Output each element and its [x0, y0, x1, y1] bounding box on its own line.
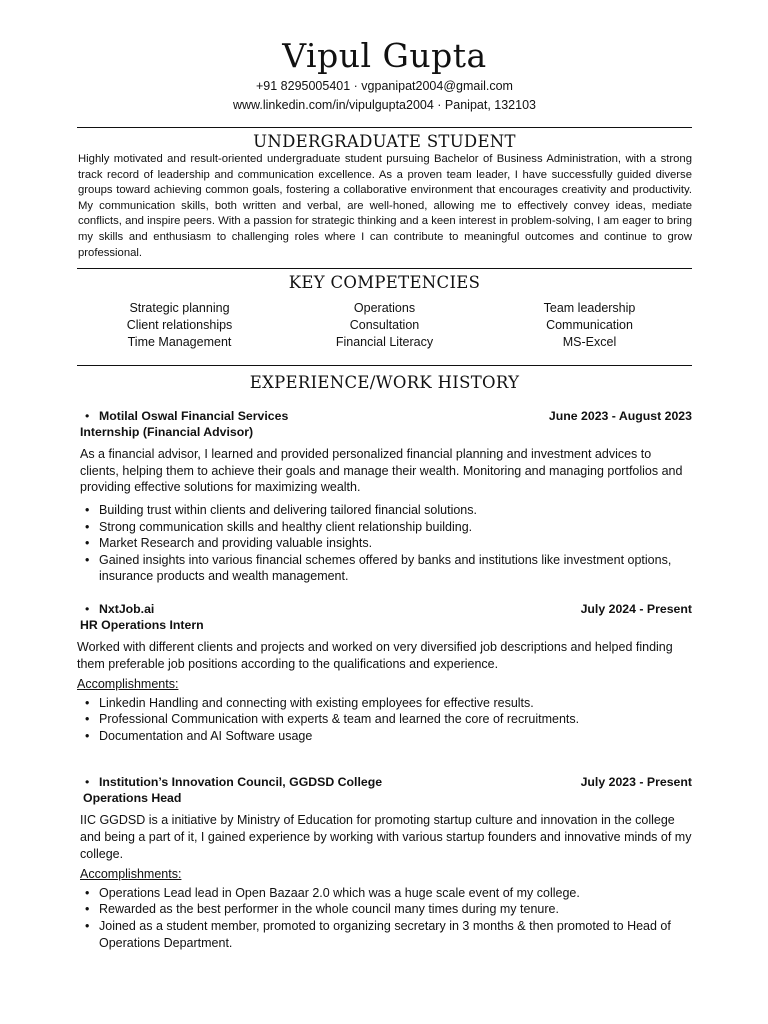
competencies-grid [77, 300, 692, 351]
list-item: • Strong communication skills and healthy client relationship building. [77, 519, 692, 536]
job-description: As a financial advisor, I learned and provided personalized financial planning and investment advices to clients, helping them to achieve their goals and manage their wealth. Monitoring and managing portfolios and providing effective solutions for maximizing wealth. [80, 447, 683, 495]
job-company: • Institution’s Innovation Council, GGDSD College [77, 774, 382, 790]
job-entry [77, 408, 692, 585]
list-item: • Gained insights into various financial schemes offered by banks and institutions like investment options, insurance products and wealth management. [77, 552, 692, 585]
list-item: • Building trust within clients and delivering tailored financial solutions. [77, 502, 692, 519]
list-item: • Professional Communication with experts & team and learned the core of recruitments. [77, 711, 692, 728]
competency-item: Strategic planning [129, 301, 230, 316]
competency-item: Operations [353, 301, 416, 316]
list-item: • Linkedin Handling and connecting with existing employees for effective results. [77, 695, 692, 712]
summary-title: UNDERGRADUATE STUDENT [253, 132, 516, 151]
accomplishments-label: Accomplishments: [80, 867, 182, 882]
contact-line-phone-email: +91 8295005401 · vgpanipat2004@gmail.com [256, 79, 513, 93]
job-header [77, 601, 692, 617]
list-item: • Market Research and providing valuable insights. [77, 535, 692, 552]
job-description: Worked with different clients and projects and worked on very diversified job descriptions and helped finding them preferable job positions according to the qualifications and experience. [77, 639, 673, 671]
resume-page [77, 0, 692, 951]
job-role: Operations Head [83, 791, 182, 806]
competency-item: Client relationships [126, 318, 233, 333]
job-dates: July 2024 - Present [580, 601, 692, 616]
competency-item: Communication [546, 318, 633, 333]
competency-item: Team leadership [543, 301, 636, 316]
job-bullets [77, 502, 692, 585]
job-entry [77, 601, 692, 745]
experience-title: EXPERIENCE/WORK HISTORY [249, 373, 520, 393]
list-item: • Documentation and AI Software usage [77, 728, 692, 745]
job-entry [77, 774, 692, 951]
competency-item: Consultation [349, 318, 420, 333]
job-role: Internship (Financial Advisor) [80, 425, 254, 440]
summary-text: Highly motivated and result-oriented undergraduate student pursuing Bachelor of Business Administration, with a strong track record of leadership and communication excellence. As a proven team leader, I have successfully guided diverse groups toward achieving common goals, fostering a collaborative environment that encourages creativity and productivity. My communication skills, both written and verbal, are well-honed, allowing me to effectively convey ideas, mediate conflicts, and inspire peers. With a passion for strategic thinking and a keen interest in problem-solving, I am eager to bring my skills and enthusiasm to challenging roles where I can contribute to meaningful outcomes and continue to grow professional. [78, 153, 692, 259]
competency-item: MS-Excel [562, 335, 617, 350]
divider [77, 365, 692, 366]
job-role: HR Operations Intern [80, 617, 204, 632]
job-dates: June 2023 - August 2023 [548, 409, 692, 424]
competency-item: Financial Literacy [335, 335, 434, 350]
divider [77, 268, 692, 269]
job-header [77, 408, 692, 424]
competency-item: Time Management [127, 335, 232, 350]
job-dates: July 2023 - Present [580, 775, 692, 790]
job-bullets [77, 695, 692, 745]
list-item: • Operations Lead lead in Open Bazaar 2.0 which was a huge scale event of my college. [77, 885, 692, 902]
list-item: • Joined as a student member, promoted to organizing secretary in 3 months & then promoted to Head of Operations Department. [77, 918, 692, 951]
candidate-name: Vipul Gupta [282, 36, 487, 75]
divider [77, 127, 692, 128]
accomplishments-label: Accomplishments: [77, 677, 179, 692]
job-description: IIC GGDSD is a initiative by Ministry of Education for promoting startup culture and innovation in the college and being a part of it, I gained experience by working with various startup founders and innovative minds of my college. [80, 813, 692, 861]
job-company: • Motilal Oswal Financial Services [77, 408, 288, 424]
contact-line-linkedin-location: www.linkedin.com/in/vipulgupta2004 · Panipat, 132103 [233, 98, 536, 112]
job-company: • NxtJob.ai [77, 601, 154, 617]
competencies-title: KEY COMPETENCIES [288, 273, 481, 293]
job-header [77, 774, 692, 790]
job-bullets [77, 885, 692, 951]
list-item: • Rewarded as the best performer in the whole council many times during my tenure. [77, 901, 692, 918]
